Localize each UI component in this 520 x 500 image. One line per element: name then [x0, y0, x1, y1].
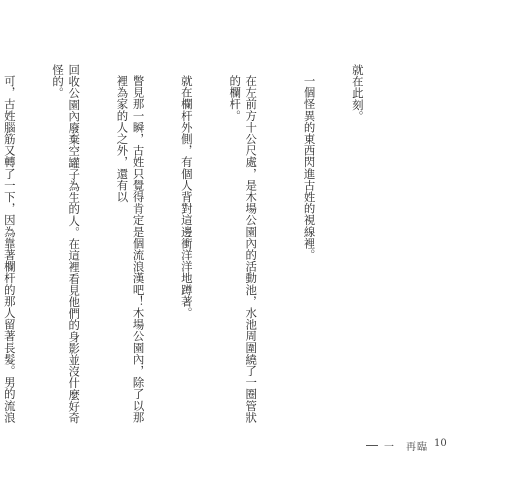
text-column: 就在此刻。 — [350, 64, 365, 122]
running-footer-section: 一 再臨 — [384, 442, 428, 453]
text-column: 瞥見那一瞬，古姓只覺得肯定是個流浪漢吧！木場公園內，除了以那裡為家的人之外，還有以 — [115, 75, 146, 424]
footer-rule — [366, 445, 378, 446]
text-column: 可，古姓腦筋又轉了一下，因為靠著欄杆的那人留著長髮。男的流浪 — [2, 75, 17, 424]
page-number: 10 — [434, 438, 447, 449]
text-column: 就在欄杆外側，有個人背對這邊衝洋洋地蹲著。 — [179, 75, 194, 319]
text-column: 在左前方十公尺處，是木場公園內的活動池，水池周圍繞了一圈管狀的欄杆。 — [228, 75, 259, 424]
body-text — [0, 64, 398, 424]
text-column: 回收公園內廢棄空罐子為生的人。在這裡看見他們的身影並沒什麼好奇怪的。 — [51, 64, 82, 424]
text-column: 一個怪異的東西閃進古姓的視線裡。 — [302, 75, 317, 261]
